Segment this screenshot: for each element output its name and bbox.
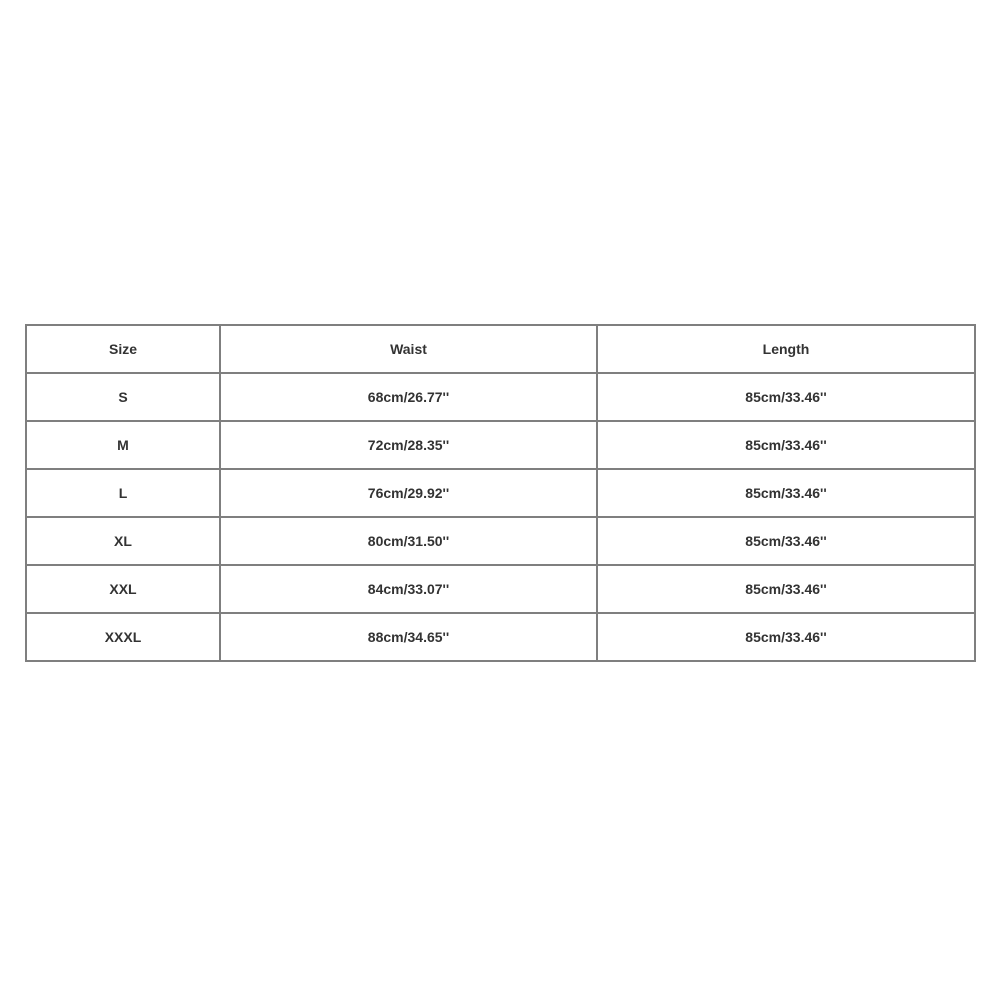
table-row (26, 517, 975, 565)
size-cell: M (26, 421, 220, 469)
table-row (26, 421, 975, 469)
table-row (26, 565, 975, 613)
waist-cell: 84cm/33.07'' (220, 565, 597, 613)
size-cell: S (26, 373, 220, 421)
waist-cell: 72cm/28.35'' (220, 421, 597, 469)
size-cell: XXXL (26, 613, 220, 661)
waist-cell: 68cm/26.77'' (220, 373, 597, 421)
size-chart-table (25, 324, 976, 662)
length-cell: 85cm/33.46'' (597, 613, 975, 661)
table-header-row (26, 325, 975, 373)
header-size: Size (26, 325, 220, 373)
length-cell: 85cm/33.46'' (597, 565, 975, 613)
length-cell: 85cm/33.46'' (597, 373, 975, 421)
length-cell: 85cm/33.46'' (597, 469, 975, 517)
waist-cell: 80cm/31.50'' (220, 517, 597, 565)
length-cell: 85cm/33.46'' (597, 517, 975, 565)
waist-cell: 88cm/34.65'' (220, 613, 597, 661)
size-cell: XXL (26, 565, 220, 613)
table-row (26, 613, 975, 661)
table-row (26, 469, 975, 517)
length-cell: 85cm/33.46'' (597, 421, 975, 469)
waist-cell: 76cm/29.92'' (220, 469, 597, 517)
header-waist: Waist (220, 325, 597, 373)
header-length: Length (597, 325, 975, 373)
size-cell: XL (26, 517, 220, 565)
size-cell: L (26, 469, 220, 517)
table-row (26, 373, 975, 421)
